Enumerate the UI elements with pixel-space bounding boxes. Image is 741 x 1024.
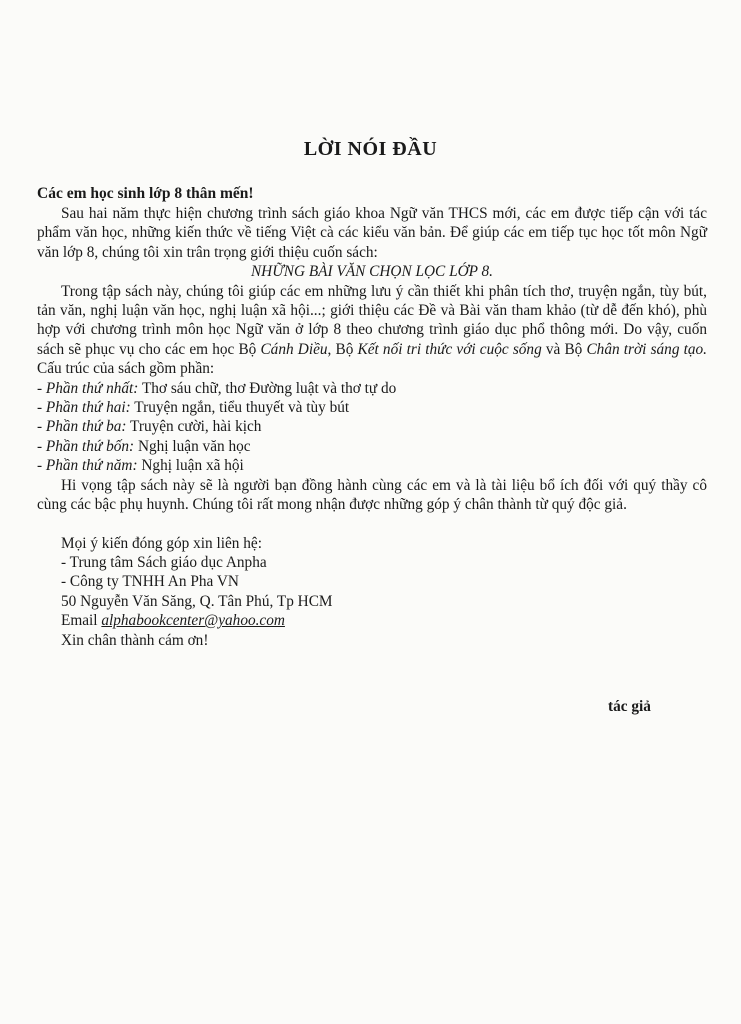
content-text-a: Trong tập sách này, chúng tôi giúp các em những lưu ý cần thiết khi phân tích thơ, truyện ngắn, tùy bút, tản văn, nghị luận văn học, nghị luận xã hội...; giới thiệu các Đề và Bài văn tham khảo (từ dễ đến khó), phù hợp với chương trình môn học Ngữ văn ở lớp 8 theo chương trình giáo dục phổ thông mới. Do vậy, cuốn sách sẽ phục vụ cho các em học Bộ [37, 282, 707, 358]
content-text-b: , Bộ [327, 340, 358, 358]
book-title: NHỮNG BÀI VĂN CHỌN LỌC LỚP 8. [250, 263, 493, 281]
page-title: LỜI NÓI ĐẦU [303, 138, 438, 160]
thanks-line: Xin chân thành cám ơn! [61, 631, 209, 649]
closing-paragraph: Hi vọng tập sách này sẽ là người bạn đồng hành cùng các em và là tài liệu bổ ích đối với quý thầy cô cùng các bậc phụ huynh. Chúng tôi rất mong nhận được những góp ý chân thành từ quý độc giả. [37, 476, 707, 514]
part-text: Truyện cười, hài kịch [126, 418, 262, 436]
series-chan-troi: Chân trời sáng tạo. [586, 340, 707, 358]
series-canh-dieu: Cánh Diều [260, 340, 328, 358]
part-text: Thơ sáu chữ, thơ Đường luật và thơ tự do [138, 379, 397, 397]
email-link[interactable]: alphabookcenter@yahoo.com [101, 612, 285, 630]
part-label: - Phần thứ bốn: [37, 437, 135, 455]
contact-heading: Mọi ý kiến đóng góp xin liên hệ: [61, 534, 262, 552]
content-text-c: và Bộ [541, 340, 587, 358]
part-label: - Phần thứ nhất: [37, 379, 139, 397]
greeting: Các em học sinh lớp 8 thân mến! [37, 185, 254, 202]
part-text: Nghị luận văn học [134, 437, 251, 455]
contact-line: - Trung tâm Sách giáo dục Anpha [61, 553, 267, 571]
list-item [37, 379, 707, 398]
part-label: - Phần thứ ba: [37, 418, 127, 436]
list-item [37, 398, 707, 417]
content-text-d: Cấu trúc của sách gồm phần: [37, 360, 215, 378]
part-label: - Phần thứ hai: [37, 399, 131, 417]
content-paragraph [37, 282, 707, 379]
list-item [37, 437, 707, 456]
document-body [37, 204, 707, 650]
series-ket-noi: Kết nối tri thức với cuộc sống [357, 340, 542, 358]
contact-email-line [37, 611, 707, 630]
list-item [37, 456, 707, 475]
part-text: Nghị luận xã hội [137, 457, 244, 475]
contact-line: - Công ty TNHH An Pha VN [61, 573, 239, 591]
part-label: - Phần thứ năm: [37, 457, 138, 475]
list-item [37, 417, 707, 436]
contact-address: 50 Nguyễn Văn Săng, Q. Tân Phú, Tp HCM [61, 592, 333, 610]
spacer [37, 515, 707, 534]
part-text: Truyện ngắn, tiểu thuyết và tùy bút [130, 399, 350, 417]
intro-paragraph: Sau hai năm thực hiện chương trình sách giáo khoa Ngữ văn THCS mới, các em được tiếp cận với tác phẩm văn học, những kiến thức về tiếng Việt cà các kiểu văn bản. Để giúp các em tiếp tục học tốt môn Ngữ văn lớp 8, chúng tôi xin trân trọng giới thiệu cuốn sách: [37, 205, 707, 261]
contact-block [37, 534, 707, 650]
email-label: Email [61, 612, 102, 630]
signature: tác giả [608, 698, 651, 715]
